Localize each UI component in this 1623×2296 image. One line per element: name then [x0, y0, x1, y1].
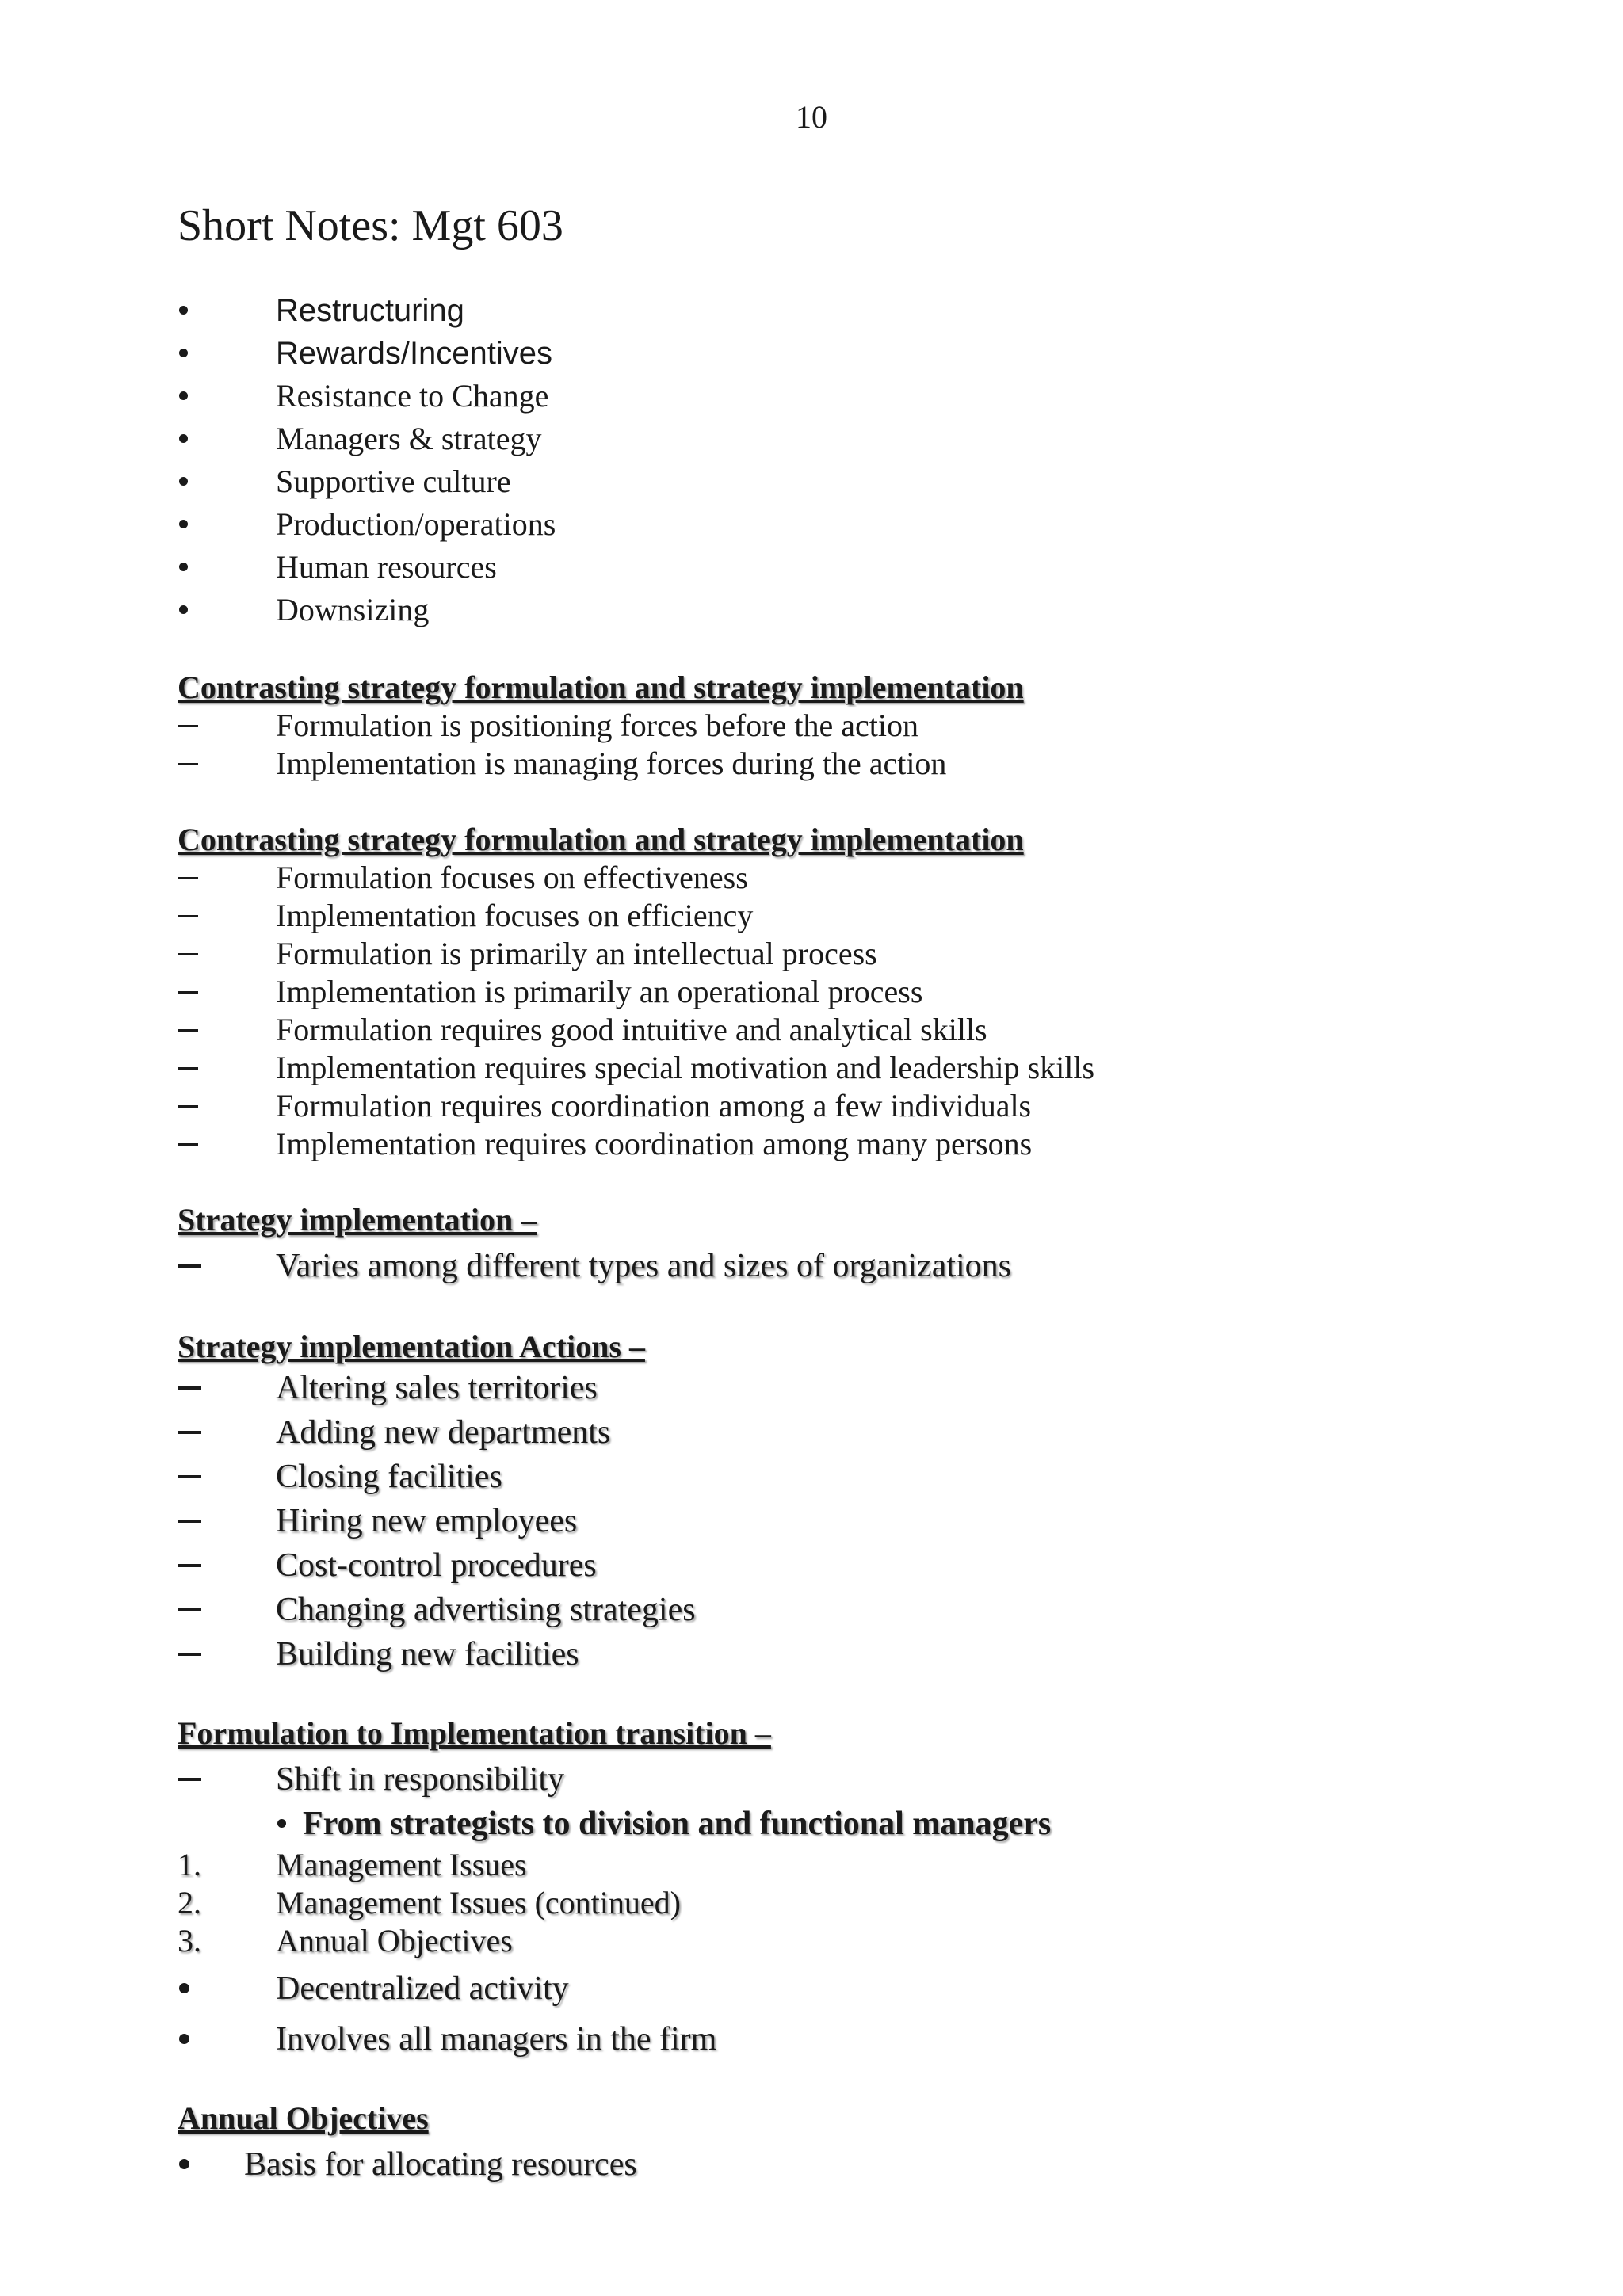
dash-icon — [178, 935, 257, 973]
dash-icon — [178, 1635, 257, 1673]
dash-icon — [178, 1591, 257, 1629]
dash-icon — [178, 897, 257, 935]
document-title: Short Notes: Mgt 603 — [178, 201, 563, 250]
dash-icon — [178, 745, 257, 783]
dash-icon — [178, 1458, 257, 1496]
section-heading: Strategy implementation – — [178, 1202, 537, 1238]
section-heading: Formulation to Implementation transition – — [178, 1715, 771, 1751]
dash-icon — [178, 1369, 257, 1407]
dash-icon — [178, 1547, 257, 1585]
bullet-icon — [178, 334, 257, 372]
bullet-icon — [178, 505, 257, 543]
dash-icon — [178, 1413, 257, 1451]
dash-icon — [178, 1087, 257, 1125]
dash-icon — [178, 1011, 257, 1049]
document-page: 10 Short Notes: Mgt 603 Restructuring Rewards/Incentives Resistance to Change Managers & strategy Supportive culture Production/operations Human resources Downsizing Contrasting strategy formulation and strategy implementation Formulation is positioning forces before the action Implementation is managing forces during the action Contrasting strategy formulation and strategy implementation Formulation focuses on effectiveness Implementation focuses on efficiency Formulation is primarily an intellectual process Implementation is primarily an operational process Formulation requires good intuitive and analytical skills Implementation requires special motivation and leadership skills Formulation requires coordination among a few individuals Implementation requires coordination among many persons Strategy implementation – Varies among different types and sizes of organizations Strategy implementation Actions – Altering sales territories Adding new departments Closing facilities Hiring new employees Cost-control procedures Changing advertising strategies Building new facilities Formulation to Implementation transition – Shift in responsibility From strategists to division and functional managers 1. Management Issues 2. Management Issues (continued) 3. Annual Objectives Decentralized activity Involves all managers in the firm Annual Objectives Basis for allocating resources — [0, 0, 1623, 2296]
dash-icon — [178, 1247, 257, 1285]
page-number: 10 — [796, 99, 827, 135]
dash-icon — [178, 1049, 257, 1087]
dash-icon — [178, 859, 257, 897]
bullet-icon — [178, 2020, 257, 2058]
dash-icon — [178, 707, 257, 745]
dash-icon — [178, 1125, 257, 1163]
bullet-icon — [178, 292, 257, 330]
section-heading: Contrasting strategy formulation and strategy implementation — [178, 822, 1024, 857]
section-heading: Annual Objectives — [178, 2100, 429, 2136]
bullet-icon — [178, 420, 257, 458]
bullet-icon — [178, 591, 257, 629]
bullet-icon — [178, 548, 257, 586]
bullet-icon — [276, 1805, 300, 1843]
dash-icon — [178, 1502, 257, 1540]
section-heading: Strategy implementation Actions – — [178, 1329, 645, 1364]
dash-icon — [178, 1760, 257, 1798]
bullet-icon — [178, 1970, 257, 2008]
section-heading: Contrasting strategy formulation and strategy implementation — [178, 669, 1024, 705]
bullet-icon — [178, 463, 257, 501]
bullet-icon — [178, 377, 257, 415]
dash-icon — [178, 973, 257, 1011]
